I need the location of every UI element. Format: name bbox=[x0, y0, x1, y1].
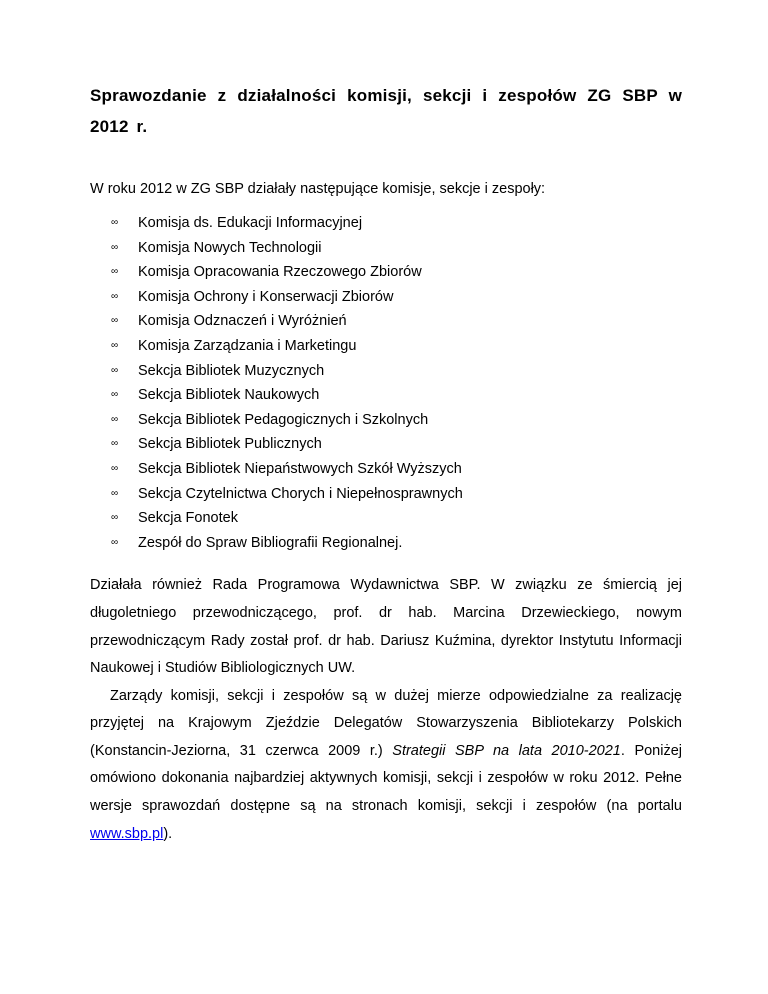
list-item-label: Sekcja Bibliotek Naukowych bbox=[138, 387, 320, 404]
infinity-bullet-icon: ∞ bbox=[111, 512, 119, 524]
paragraph-strategy-text-before: Zarządy komisji, sekcji i zespołów są w dużej mierze odpowiedzialne za realizację przyjętej na Krajowym Zjeździe Delegatów Stowarzyszenia Bibliotekarzy Polskich (Konstancin-Jeziorna, 31 czerwca 2009 r.) bbox=[90, 687, 682, 759]
list-item-label: Komisja ds. Edukacji Informacyjnej bbox=[138, 215, 363, 231]
infinity-bullet-icon: ∞ bbox=[111, 241, 119, 253]
list-item-label: Sekcja Fonotek bbox=[138, 510, 238, 527]
list-item bbox=[90, 506, 682, 531]
infinity-bullet-icon: ∞ bbox=[111, 389, 119, 401]
infinity-bullet-icon: ∞ bbox=[111, 438, 119, 450]
infinity-bullet-icon: ∞ bbox=[111, 364, 119, 376]
list-item bbox=[90, 457, 682, 482]
list-item bbox=[90, 334, 682, 359]
list-item-label: Komisja Ochrony i Konserwacji Zbiorów bbox=[138, 288, 394, 305]
infinity-bullet-icon: ∞ bbox=[111, 290, 119, 302]
strategy-title-emphasis: Strategii SBP na lata 2010-2021 bbox=[392, 742, 621, 759]
list-item-label: Sekcja Bibliotek Publicznych bbox=[138, 436, 322, 453]
list-item bbox=[90, 432, 682, 457]
list-item bbox=[90, 383, 682, 408]
infinity-bullet-icon: ∞ bbox=[111, 536, 119, 548]
list-item-label: Zespół do Spraw Bibliografii Regionalnej. bbox=[138, 534, 403, 551]
list-item-label: Komisja Opracowania Rzeczowego Zbiorów bbox=[138, 264, 422, 281]
paragraph-strategy bbox=[90, 683, 682, 849]
infinity-bullet-icon: ∞ bbox=[111, 217, 119, 228]
intro-paragraph: W roku 2012 w ZG SBP działały następujące komisje, sekcje i zespoły: bbox=[90, 181, 546, 197]
list-item bbox=[90, 408, 682, 433]
paragraph-rada-programowa: Działała również Rada Programowa Wydawnictwa SBP. W związku ze śmiercią jej długoletniego przewodniczącego, prof. dr hab. Marcina Drzewieckiego, nowym przewodniczącym Rady został prof. dr hab. Dariusz Kuźmina, dyrektor Instytutu Informacji Naukowej i Studiów Bibliologicznych UW. bbox=[90, 577, 682, 677]
units-list bbox=[90, 211, 682, 555]
list-item bbox=[90, 236, 682, 261]
document-title: Sprawozdanie z działalności komisji, sekcji i zespołów ZG SBP w 2012 r. bbox=[90, 86, 682, 136]
infinity-bullet-icon: ∞ bbox=[111, 266, 119, 278]
list-item-label: Sekcja Bibliotek Pedagogicznych i Szkolnych bbox=[138, 411, 429, 428]
list-item-label: Komisja Nowych Technologii bbox=[138, 239, 322, 256]
infinity-bullet-icon: ∞ bbox=[111, 462, 119, 474]
list-item bbox=[90, 309, 682, 334]
paragraph-strategy-text-middle: . Poniżej omówiono dokonania najbardziej aktywnych komisji, sekcji i zespołów w roku 2012. Pełne wersje sprawozdań dostępne są na stronach komisji, sekcji i zespołów (na portalu bbox=[90, 742, 682, 815]
infinity-bullet-icon: ∞ bbox=[111, 339, 119, 351]
list-item-label: Komisja Odznaczeń i Wyróżnień bbox=[138, 313, 347, 330]
sbp-portal-link[interactable]: www.sbp.pl bbox=[90, 825, 164, 842]
list-item bbox=[90, 482, 682, 507]
list-item-label: Sekcja Bibliotek Niepaństwowych Szkół Wyższych bbox=[138, 460, 462, 477]
infinity-bullet-icon: ∞ bbox=[111, 413, 119, 425]
paragraph-strategy-text-after: ). bbox=[163, 825, 173, 842]
list-item bbox=[90, 260, 682, 285]
list-item bbox=[90, 285, 682, 310]
infinity-bullet-icon: ∞ bbox=[111, 315, 119, 327]
list-item-label: Sekcja Bibliotek Muzycznych bbox=[138, 362, 325, 379]
list-item bbox=[90, 359, 682, 384]
list-item-label: Sekcja Czytelnictwa Chorych i Niepełnosprawnych bbox=[138, 485, 463, 502]
list-item bbox=[90, 211, 682, 236]
infinity-bullet-icon: ∞ bbox=[111, 487, 119, 499]
list-item bbox=[90, 531, 682, 556]
list-item-label: Komisja Zarządzania i Marketingu bbox=[138, 337, 357, 354]
